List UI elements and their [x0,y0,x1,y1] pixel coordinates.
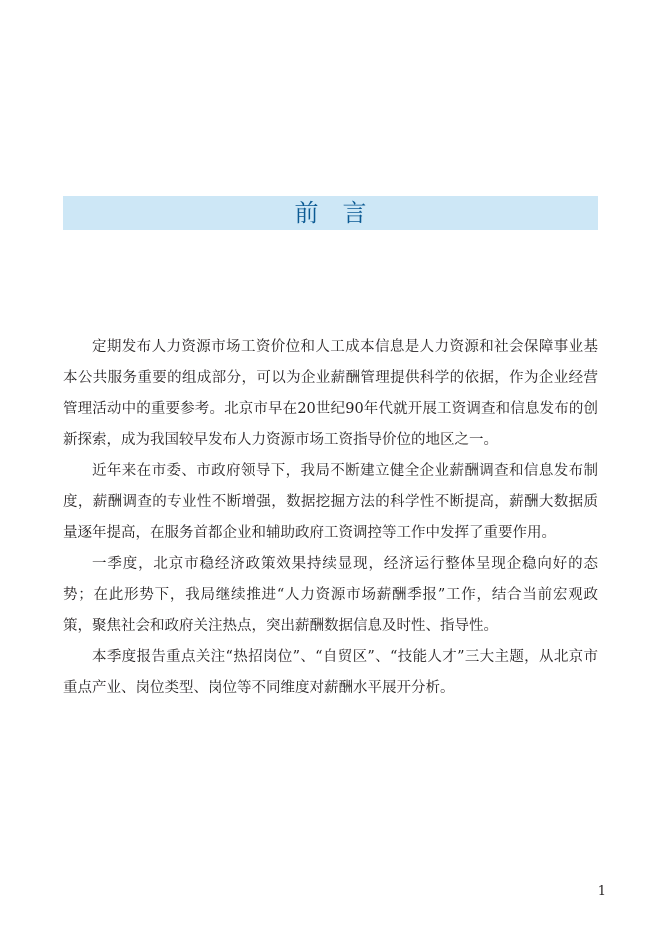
body-text [63,332,598,704]
paragraph-2: 近年来在市委、市政府领导下，我局不断建立健全企业薪酬调查和信息发布制度，薪酬调查的专业性不断增强，数据挖掘方法的科学性不断提高，薪酬大数据质量逐年提高，在服务首都企业和辅助政府工资调控等工作中发挥了重要作用。 [63,463,598,541]
paragraph-4: 本季度报告重点关注“热招岗位”、“自贸区”、“技能人才”三大主题，从北京市重点产业、岗位类型、岗位等不同维度对薪酬水平展开分析。 [63,649,598,696]
paragraph-3: 一季度，北京市稳经济政策效果持续显现，经济运行整体呈现企稳向好的态势；在此形势下，我局继续推进“人力资源市场薪酬季报”工作，结合当前宏观政策，聚焦社会和政府关注热点，突出薪酬数据信息及时性、指导性。 [63,556,598,634]
paragraph-1: 定期发布人力资源市场工资价位和人工成本信息是人力资源和社会保障事业基本公共服务重要的组成部分，可以为企业薪酬管理提供科学的依据，作为企业经营管理活动中的重要参考。北京市早在20世纪90年代就开展工资调查和信息发布的创新探索，成为我国较早发布人力资源市场工资指导价位的地区之一。 [63,339,598,448]
page-number: 1 [597,884,606,899]
title-bar [63,196,598,230]
page-title: 前言 [294,199,391,227]
